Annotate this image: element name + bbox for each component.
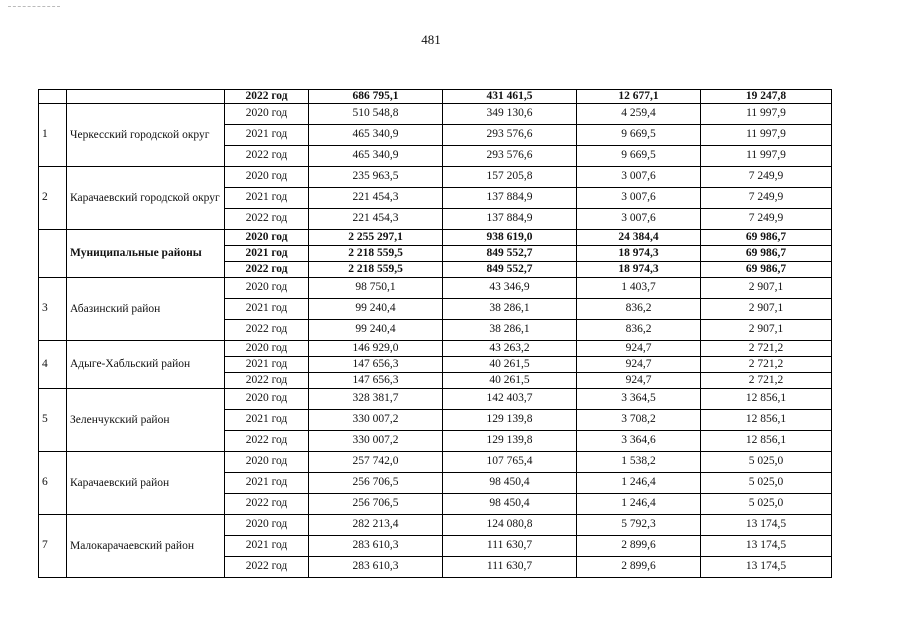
value-cell-1: 330 007,2 <box>309 410 443 431</box>
value-cell-3: 924,7 <box>577 341 701 357</box>
value-cell-1: 98 750,1 <box>309 278 443 299</box>
table-row <box>39 104 832 125</box>
value-cell-4: 2 907,1 <box>701 278 832 299</box>
value-cell-2: 38 286,1 <box>443 299 577 320</box>
value-cell-2: 849 552,7 <box>443 246 577 262</box>
year-cell: 2020 год <box>225 278 309 299</box>
row-number-cell: 7 <box>39 515 67 578</box>
value-cell-2: 38 286,1 <box>443 320 577 341</box>
value-cell-4: 69 986,7 <box>701 230 832 246</box>
value-cell-3: 924,7 <box>577 357 701 373</box>
municipality-cell: Зеленчукский район <box>67 389 225 452</box>
value-cell-2: 142 403,7 <box>443 389 577 410</box>
value-cell-1: 686 795,1 <box>309 90 443 104</box>
year-cell: 2021 год <box>225 357 309 373</box>
value-cell-4: 13 174,5 <box>701 557 832 578</box>
year-cell: 2020 год <box>225 230 309 246</box>
value-cell-3: 9 669,5 <box>577 125 701 146</box>
value-cell-4: 2 907,1 <box>701 299 832 320</box>
value-cell-1: 330 007,2 <box>309 431 443 452</box>
value-cell-2: 111 630,7 <box>443 557 577 578</box>
value-cell-4: 2 907,1 <box>701 320 832 341</box>
municipality-cell: Карачаевский район <box>67 452 225 515</box>
year-cell: 2021 год <box>225 536 309 557</box>
value-cell-3: 9 669,5 <box>577 146 701 167</box>
value-cell-1: 2 255 297,1 <box>309 230 443 246</box>
value-cell-1: 221 454,3 <box>309 209 443 230</box>
row-number-cell <box>39 90 67 104</box>
value-cell-3: 3 364,5 <box>577 389 701 410</box>
value-cell-4: 19 247,8 <box>701 90 832 104</box>
year-cell: 2022 год <box>225 90 309 104</box>
value-cell-3: 1 246,4 <box>577 494 701 515</box>
table-row <box>39 341 832 357</box>
year-cell: 2022 год <box>225 209 309 230</box>
row-number-cell: 4 <box>39 341 67 389</box>
value-cell-3: 4 259,4 <box>577 104 701 125</box>
municipality-cell <box>67 90 225 104</box>
municipality-cell: Абазинский район <box>67 278 225 341</box>
table-row <box>39 90 832 104</box>
value-cell-2: 98 450,4 <box>443 473 577 494</box>
value-cell-2: 137 884,9 <box>443 209 577 230</box>
table-row <box>39 278 832 299</box>
value-cell-2: 43 346,9 <box>443 278 577 299</box>
value-cell-4: 7 249,9 <box>701 167 832 188</box>
value-cell-1: 235 963,5 <box>309 167 443 188</box>
value-cell-2: 293 576,6 <box>443 125 577 146</box>
value-cell-4: 7 249,9 <box>701 188 832 209</box>
value-cell-3: 24 384,4 <box>577 230 701 246</box>
row-number-cell <box>39 230 67 278</box>
municipality-cell: Муниципальные районы <box>67 230 225 278</box>
value-cell-2: 43 263,2 <box>443 341 577 357</box>
value-cell-2: 938 619,0 <box>443 230 577 246</box>
year-cell: 2022 год <box>225 373 309 389</box>
value-cell-3: 836,2 <box>577 299 701 320</box>
year-cell: 2021 год <box>225 125 309 146</box>
budget-table <box>38 89 832 578</box>
page-number: 481 <box>421 32 441 47</box>
value-cell-3: 2 899,6 <box>577 536 701 557</box>
value-cell-3: 3 007,6 <box>577 188 701 209</box>
value-cell-3: 3 364,6 <box>577 431 701 452</box>
year-cell: 2022 год <box>225 557 309 578</box>
table-row <box>39 389 832 410</box>
value-cell-1: 283 610,3 <box>309 536 443 557</box>
value-cell-1: 283 610,3 <box>309 557 443 578</box>
value-cell-3: 2 899,6 <box>577 557 701 578</box>
value-cell-4: 11 997,9 <box>701 104 832 125</box>
value-cell-3: 18 974,3 <box>577 246 701 262</box>
row-number-cell: 6 <box>39 452 67 515</box>
year-cell: 2020 год <box>225 452 309 473</box>
year-cell: 2022 год <box>225 431 309 452</box>
municipality-cell: Карачаевский городской округ <box>67 167 225 230</box>
value-cell-1: 146 929,0 <box>309 341 443 357</box>
value-cell-1: 2 218 559,5 <box>309 246 443 262</box>
year-cell: 2020 год <box>225 341 309 357</box>
year-cell: 2021 год <box>225 246 309 262</box>
value-cell-4: 11 997,9 <box>701 125 832 146</box>
value-cell-4: 2 721,2 <box>701 373 832 389</box>
value-cell-4: 5 025,0 <box>701 494 832 515</box>
year-cell: 2022 год <box>225 262 309 278</box>
value-cell-1: 328 381,7 <box>309 389 443 410</box>
value-cell-2: 129 139,8 <box>443 431 577 452</box>
value-cell-1: 147 656,3 <box>309 373 443 389</box>
value-cell-2: 137 884,9 <box>443 188 577 209</box>
value-cell-4: 69 986,7 <box>701 246 832 262</box>
value-cell-2: 40 261,5 <box>443 357 577 373</box>
year-cell: 2020 год <box>225 104 309 125</box>
value-cell-4: 11 997,9 <box>701 146 832 167</box>
value-cell-1: 99 240,4 <box>309 299 443 320</box>
value-cell-4: 12 856,1 <box>701 389 832 410</box>
year-cell: 2020 год <box>225 389 309 410</box>
value-cell-3: 3 007,6 <box>577 167 701 188</box>
value-cell-1: 465 340,9 <box>309 146 443 167</box>
scan-edge-mark <box>8 6 60 7</box>
value-cell-2: 849 552,7 <box>443 262 577 278</box>
value-cell-1: 256 706,5 <box>309 494 443 515</box>
value-cell-2: 98 450,4 <box>443 494 577 515</box>
value-cell-1: 257 742,0 <box>309 452 443 473</box>
value-cell-3: 5 792,3 <box>577 515 701 536</box>
value-cell-1: 465 340,9 <box>309 125 443 146</box>
value-cell-2: 111 630,7 <box>443 536 577 557</box>
municipality-cell: Малокарачаевский район <box>67 515 225 578</box>
year-cell: 2021 год <box>225 299 309 320</box>
year-cell: 2022 год <box>225 320 309 341</box>
value-cell-3: 1 246,4 <box>577 473 701 494</box>
year-cell: 2020 год <box>225 515 309 536</box>
value-cell-1: 147 656,3 <box>309 357 443 373</box>
municipality-cell: Адыге-Хабльский район <box>67 341 225 389</box>
year-cell: 2021 год <box>225 188 309 209</box>
value-cell-4: 5 025,0 <box>701 473 832 494</box>
value-cell-4: 13 174,5 <box>701 515 832 536</box>
value-cell-4: 7 249,9 <box>701 209 832 230</box>
value-cell-4: 2 721,2 <box>701 357 832 373</box>
value-cell-1: 99 240,4 <box>309 320 443 341</box>
year-cell: 2022 год <box>225 146 309 167</box>
value-cell-4: 69 986,7 <box>701 262 832 278</box>
value-cell-2: 107 765,4 <box>443 452 577 473</box>
value-cell-4: 2 721,2 <box>701 341 832 357</box>
value-cell-1: 221 454,3 <box>309 188 443 209</box>
value-cell-3: 3 007,6 <box>577 209 701 230</box>
value-cell-1: 282 213,4 <box>309 515 443 536</box>
year-cell: 2020 год <box>225 167 309 188</box>
year-cell: 2022 год <box>225 494 309 515</box>
table-row <box>39 452 832 473</box>
municipality-cell: Черкесский городской округ <box>67 104 225 167</box>
value-cell-3: 12 677,1 <box>577 90 701 104</box>
value-cell-2: 349 130,6 <box>443 104 577 125</box>
value-cell-1: 510 548,8 <box>309 104 443 125</box>
row-number-cell: 2 <box>39 167 67 230</box>
value-cell-4: 5 025,0 <box>701 452 832 473</box>
value-cell-2: 40 261,5 <box>443 373 577 389</box>
value-cell-1: 256 706,5 <box>309 473 443 494</box>
value-cell-3: 836,2 <box>577 320 701 341</box>
year-cell: 2021 год <box>225 473 309 494</box>
year-cell: 2021 год <box>225 410 309 431</box>
value-cell-4: 12 856,1 <box>701 410 832 431</box>
value-cell-1: 2 218 559,5 <box>309 262 443 278</box>
value-cell-2: 157 205,8 <box>443 167 577 188</box>
value-cell-3: 924,7 <box>577 373 701 389</box>
value-cell-4: 13 174,5 <box>701 536 832 557</box>
value-cell-2: 129 139,8 <box>443 410 577 431</box>
row-number-cell: 5 <box>39 389 67 452</box>
value-cell-3: 1 538,2 <box>577 452 701 473</box>
value-cell-2: 124 080,8 <box>443 515 577 536</box>
value-cell-4: 12 856,1 <box>701 431 832 452</box>
value-cell-3: 1 403,7 <box>577 278 701 299</box>
value-cell-3: 3 708,2 <box>577 410 701 431</box>
table-row <box>39 515 832 536</box>
table-row <box>39 230 832 246</box>
value-cell-2: 293 576,6 <box>443 146 577 167</box>
table-row <box>39 167 832 188</box>
row-number-cell: 1 <box>39 104 67 167</box>
row-number-cell: 3 <box>39 278 67 341</box>
value-cell-3: 18 974,3 <box>577 262 701 278</box>
value-cell-2: 431 461,5 <box>443 90 577 104</box>
